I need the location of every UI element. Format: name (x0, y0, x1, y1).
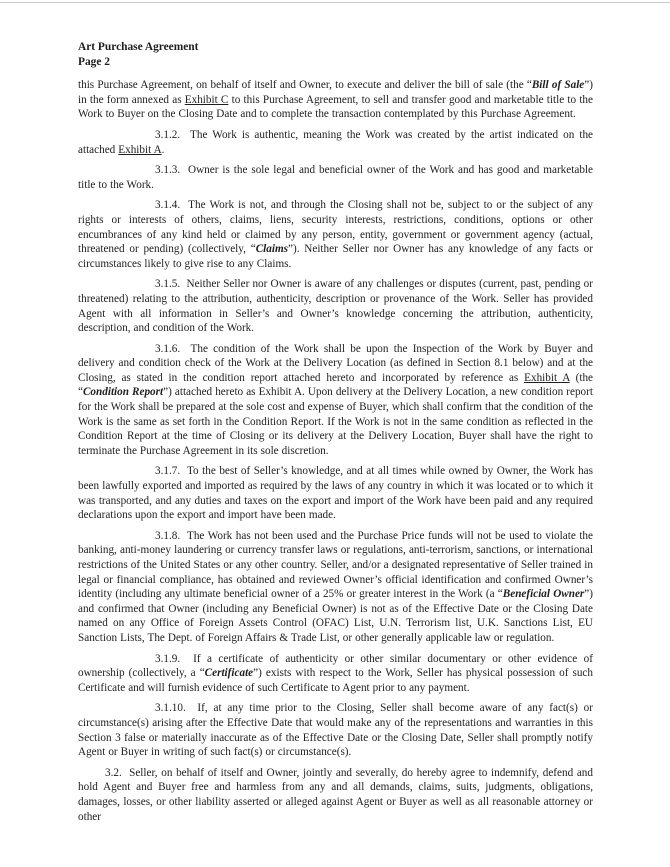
text-run: to this Purchase Agreement, to sell and transfer good and marketable title to the Work to Buyer on the Closing Date and to complete the transaction contemplated by this Purchase Agreement. (78, 93, 593, 121)
section-3-1-6 (78, 342, 593, 459)
text-run: ”) exists with respect to the Work, Seller has physical possession of such Certificate and will furnish evidence of such Certificate to Agent prior to any payment. (78, 667, 593, 694)
section-number: 3.1.10. (155, 702, 186, 715)
text-run: . (161, 143, 165, 156)
section-number: 3.1.4. (155, 199, 181, 212)
text-run: The Work is not, and through the Closing shall not be, subject to or the subject of any rights or interests of others, claims, liens, security interests, restrictions, conditions, options or other encumbrances of any kind held or claimed by any person, entity, government or government agency (actual, threatened or pending) (collectively, “ (78, 199, 593, 256)
document-title: Art Purchase Agreement (78, 41, 199, 53)
text-run: ”) attached hereto as Exhibit A. Upon delivery at the Delivery Location, a new condition report for the Work shall be prepared at the sole cost and expense of Buyer, which shall confirm that the condition of the Work is the same as set forth in the Condition Report. If the Work is not in the same condition as reflected in the Condition Report at the time of Closing or its delivery at the Delivery Location, Buyer shall have the right to terminate the Purchase Agreement in its sole discretion. (78, 386, 593, 457)
section-3-1-9 (78, 652, 593, 696)
text-run: (the “ (78, 371, 593, 399)
text-run: ”) and confirmed that Owner (including any Beneficial Owner) is not as of the Effective Date or the Closing Date named on any Office of Foreign Assets Control (OFAC) List, U.N. Terrorism list, U.K. Sanctions List, EU Sanction Lists, The Dept. of Foreign Affairs & Trade List, or other generally applicable law or regulation. (78, 588, 593, 644)
text-run: Neither Seller nor Owner is aware of any challenges or disputes (current, past, pending or threatened) relating to the attribution, authenticity, description or provenance of the Work. Seller has provided Agent with all information in Seller’s and Owner’s knowledge concerning the attribution, authenticity, description, and condition of the Work. (78, 278, 593, 335)
defined-term: Certificate (204, 667, 254, 680)
document-body (78, 78, 593, 824)
text-run: Seller, on behalf of itself and Owner, jointly and severally, do hereby agree to indemnify, defend and hold Agent and Buyer free and harmless from any and all demands, claims, suits, judgments, obligations, damages, losses, or other liability asserted or alleged against Agent or Buyer as well as all reasonable attorney or other (78, 766, 593, 823)
exhibit-reference: Exhibit C (184, 93, 229, 106)
text-run: To the best of Seller’s knowledge, and at all times while owned by Owner, the Work has been lawfully exported and imported as required by the laws of any country in which it was located or to which it was transported, and any duties and taxes on the export and import of the Work have been paid and any required declarations upon the export and import have been made. (78, 465, 593, 522)
exhibit-reference: Exhibit A (524, 371, 570, 384)
section-3-1-7 (78, 464, 593, 522)
defined-term: Claims (255, 243, 289, 256)
section-number: 3.1.8. (155, 529, 181, 542)
section-3-1-3 (78, 163, 593, 192)
text-run: The condition of the Work shall be upon the Inspection of the Work by Buyer and delivery and condition check of the Work at the Delivery Location (as defined in Section 8.1 below) and at the Closing, as stated in the condition report attached hereto and incorporated by reference as (78, 342, 593, 384)
defined-term: Beneficial Owner (502, 588, 585, 601)
text-run: If a certificate of authenticity or other similar documentary or other evidence of ownership (collectively, a “ (78, 652, 593, 680)
defined-term: Bill of Sale (531, 79, 585, 92)
text-run: ”) in the form annexed as (78, 79, 593, 106)
section-3-2 (78, 766, 593, 824)
section-3-1-10 (78, 701, 593, 759)
text-run: If, at any time prior to the Closing, Seller shall become aware of any fact(s) or circumstance(s) arising after the Effective Date that would make any of the representations and warranties in this Section 3 false or materially inaccurate as of the Effective Date or the Closing Date, Seller shall promptly notify Agent or Buyer in writing of such fact(s) or circumstance(s). (78, 702, 593, 759)
page-header (78, 40, 593, 69)
section-3-1-4 (78, 198, 593, 271)
section-3-1-8 (78, 529, 593, 646)
defined-term: Condition Report (82, 386, 164, 399)
section-number: 3.1.6. (155, 342, 181, 355)
section-3-1-2 (78, 128, 593, 157)
page-top-edge (0, 2, 670, 3)
section-number: 3.1.9. (155, 652, 181, 665)
text-run: Owner is the sole legal and beneficial owner of the Work and has good and marketable title to the Work. (78, 164, 593, 191)
section-number: 3.1.5. (155, 278, 181, 291)
text-run: ”). Neither Seller nor Owner has any knowledge of any facts or circumstances likely to give rise to any Claims. (78, 243, 593, 270)
paragraph-continuation (78, 78, 593, 122)
page-content (78, 40, 593, 824)
section-number: 3.1.2. (155, 128, 181, 141)
text-run: this Purchase Agreement, on behalf of itself and Owner, to execute and deliver the bill of sale (the “ (78, 79, 532, 92)
page-number: Page 2 (78, 55, 110, 68)
section-number: 3.1.3. (155, 164, 181, 177)
exhibit-reference: Exhibit A (118, 143, 162, 156)
section-3-1-5 (78, 277, 593, 335)
section-number: 3.1.7. (155, 465, 181, 478)
text-run: The Work has not been used and the Purchase Price funds will not be used to violate the banking, anti-money laundering or currency transfer laws or regulations, anti-terrorism, sanctions, or international restrictions of the United States or any other country. Seller, and/or a designated representative of Seller trained in legal or financial compliance, has obtained and reviewed Owner’s official identification and confirmed Owner’s identity (including any ultimate beneficial owner of a 25% or greater interest in the Work (a “ (78, 529, 593, 601)
text-run: The Work is authentic, meaning the Work was created by the artist indicated on the attached (78, 128, 593, 156)
section-number: 3.2. (105, 766, 122, 779)
